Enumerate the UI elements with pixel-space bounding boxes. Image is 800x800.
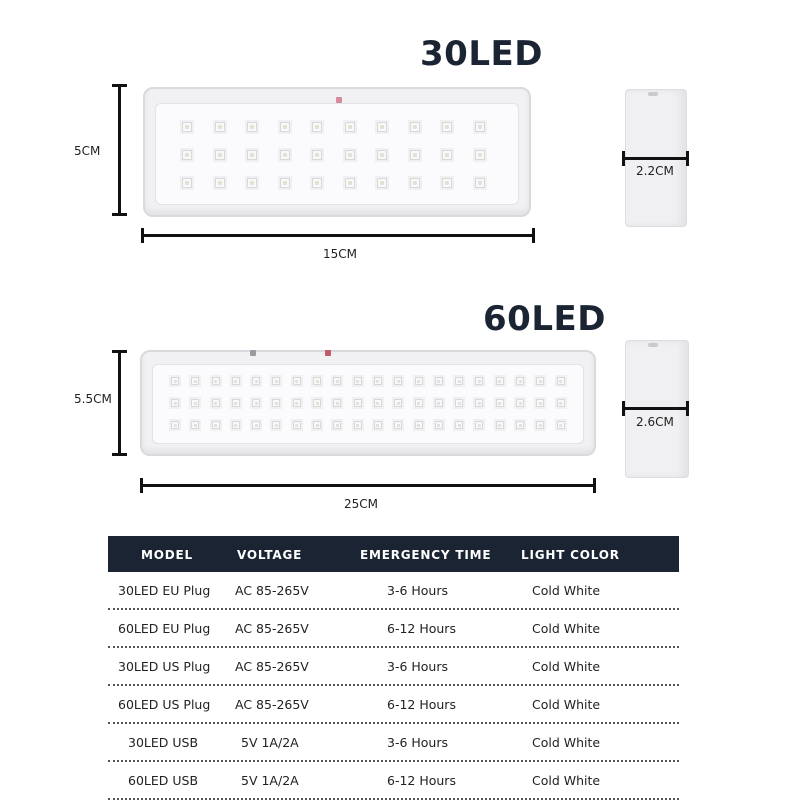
led-chip [252,421,260,429]
led-chip [312,150,322,160]
depth-dimension-bar-60led [622,407,689,410]
side-nub [648,92,658,96]
led-chip [557,421,565,429]
width-dimension-bar-30led [141,234,535,237]
led-grid-60led [171,377,565,429]
led-chip [377,150,387,160]
table-row [108,762,679,800]
cell-light-color: Cold White [532,773,601,788]
led-chip [516,421,524,429]
led-chip [247,178,257,188]
led-chip [475,122,485,132]
led-chip [212,399,220,407]
spec-table [108,536,679,800]
led-chip [272,421,280,429]
led-chip [435,421,443,429]
led-chip [475,421,483,429]
lamp-lens-30led [155,103,519,205]
led-chip [215,122,225,132]
led-chip [557,377,565,385]
led-chip [171,377,179,385]
led-chip [345,178,355,188]
width-label-30led: 15CM [323,247,358,261]
led-chip [182,178,192,188]
led-chip [374,377,382,385]
header-model: MODEL [141,548,193,562]
cell-emergency-time: 3-6 Hours [387,583,449,598]
led-chip [496,377,504,385]
led-chip [516,399,524,407]
led-chip [313,421,321,429]
table-row [108,724,679,762]
cell-model: 60LED EU Plug [118,621,211,636]
charge-indicator [325,350,331,356]
cell-voltage: AC 85-265V [235,697,309,712]
lamp-front-30led [143,87,531,217]
led-chip [410,178,420,188]
side-nub [648,343,658,347]
led-chip [252,399,260,407]
led-chip [171,421,179,429]
cell-model: 30LED US Plug [118,659,211,674]
led-chip [252,377,260,385]
led-chip [182,150,192,160]
cell-model: 60LED USB [128,773,199,788]
cell-model: 60LED US Plug [118,697,211,712]
led-chip [215,178,225,188]
led-chip [475,150,485,160]
led-chip [293,421,301,429]
led-chip [374,399,382,407]
height-label-60led: 5.5CM [74,392,112,406]
cell-model: 30LED EU Plug [118,583,211,598]
cell-voltage: AC 85-265V [235,583,309,598]
depth-label-60led: 2.6CM [636,415,674,429]
led-chip [280,150,290,160]
led-grid-30led [182,122,485,188]
cell-voltage: 5V 1A/2A [241,773,299,788]
width-label-60led: 25CM [344,497,379,511]
led-chip [333,421,341,429]
cell-voltage: AC 85-265V [235,659,309,674]
header-light-color: LIGHT COLOR [521,548,620,562]
led-chip [455,399,463,407]
led-chip [312,122,322,132]
charge-indicator [250,350,256,356]
led-chip [455,421,463,429]
led-chip [496,399,504,407]
led-chip [442,122,452,132]
led-chip [496,421,504,429]
table-row [108,572,679,610]
header-voltage: VOLTAGE [237,548,303,562]
led-chip [345,122,355,132]
led-chip [415,377,423,385]
led-chip [354,377,362,385]
led-chip [442,178,452,188]
height-dimension-bar-30led [118,84,121,216]
led-chip [247,122,257,132]
led-chip [272,377,280,385]
cell-light-color: Cold White [532,697,601,712]
led-chip [410,150,420,160]
led-chip [232,377,240,385]
led-chip [232,399,240,407]
width-dimension-bar-60led [140,484,596,487]
led-chip [247,150,257,160]
led-chip [293,377,301,385]
led-chip [475,178,485,188]
led-chip [536,421,544,429]
product-title-60led: 60LED [483,299,606,339]
cell-emergency-time: 3-6 Hours [387,659,449,674]
cell-emergency-time: 6-12 Hours [387,773,456,788]
led-chip [354,421,362,429]
table-row [108,610,679,648]
cell-light-color: Cold White [532,735,601,750]
led-chip [415,421,423,429]
led-chip [191,377,199,385]
led-chip [280,178,290,188]
led-chip [293,399,301,407]
led-chip [212,421,220,429]
cell-light-color: Cold White [532,659,601,674]
led-chip [435,377,443,385]
led-chip [354,399,362,407]
cell-emergency-time: 3-6 Hours [387,735,449,750]
led-chip [345,150,355,160]
led-chip [435,399,443,407]
led-chip [280,122,290,132]
depth-label-30led: 2.2CM [636,164,674,178]
cell-model: 30LED USB [128,735,199,750]
cell-emergency-time: 6-12 Hours [387,697,456,712]
cell-light-color: Cold White [532,621,601,636]
led-chip [536,377,544,385]
led-chip [313,399,321,407]
led-chip [377,122,387,132]
led-chip [536,399,544,407]
led-chip [312,178,322,188]
table-row [108,686,679,724]
led-chip [313,377,321,385]
led-chip [212,377,220,385]
led-chip [394,421,402,429]
led-chip [377,178,387,188]
table-row [108,648,679,686]
led-chip [410,122,420,132]
cell-voltage: 5V 1A/2A [241,735,299,750]
led-chip [171,399,179,407]
cell-light-color: Cold White [532,583,601,598]
led-chip [232,421,240,429]
product-title-30led: 30LED [420,34,543,74]
led-chip [333,399,341,407]
cell-emergency-time: 6-12 Hours [387,621,456,636]
led-chip [191,421,199,429]
led-chip [557,399,565,407]
height-label-30led: 5CM [74,144,101,158]
led-chip [272,399,280,407]
led-chip [333,377,341,385]
led-chip [191,399,199,407]
lamp-lens-60led [152,364,584,444]
cell-voltage: AC 85-265V [235,621,309,636]
table-header [108,536,679,572]
led-chip [394,377,402,385]
led-chip [475,399,483,407]
height-dimension-bar-60led [118,350,121,456]
led-chip [374,421,382,429]
led-chip [516,377,524,385]
header-emergency-time: EMERGENCY TIME [360,548,492,562]
led-chip [182,122,192,132]
lamp-front-60led [140,350,596,456]
depth-dimension-bar-30led [622,157,689,160]
led-chip [394,399,402,407]
led-chip [442,150,452,160]
led-chip [475,377,483,385]
led-chip [415,399,423,407]
led-chip [215,150,225,160]
led-chip [455,377,463,385]
